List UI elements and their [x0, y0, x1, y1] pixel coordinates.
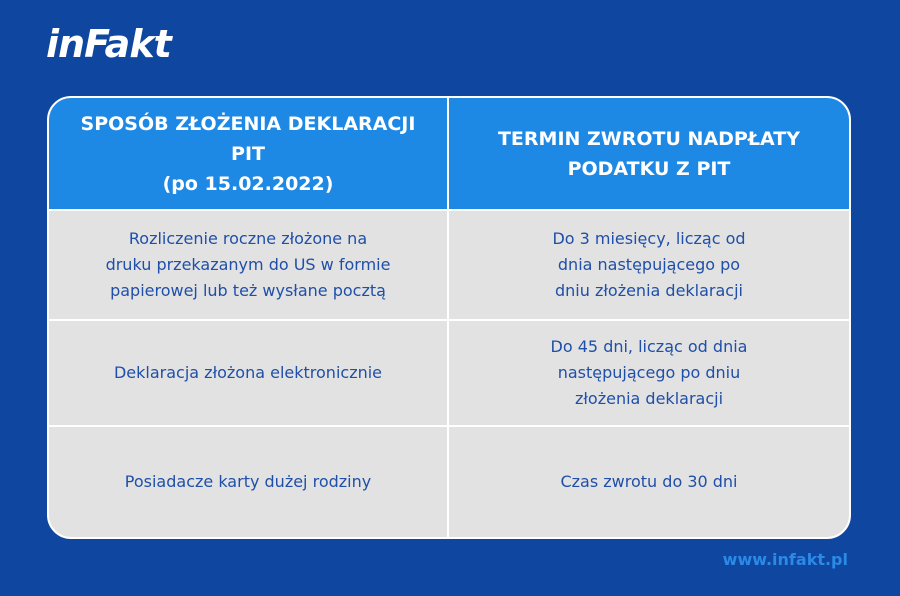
refund-deadline-cell: Do 3 miesięcy, licząc od dnia następującego po dniu złożenia deklaracji: [552, 229, 746, 300]
filing-method-cell: Posiadacze karty dużej rodziny: [49, 427, 449, 537]
header-filing-method: SPOSÓB ZŁOŻENIA DEKLARACJI PIT (po 15.02.2022): [49, 98, 449, 209]
filing-method-cell: Rozliczenie roczne złożone na druku przekazanym do US w formie papierowej lub też wysłane pocztą: [49, 211, 449, 319]
pit-refund-table: [47, 96, 851, 539]
website-link[interactable]: www.infakt.pl: [722, 550, 848, 569]
filing-method-cell: Deklaracja złożona elektronicznie: [49, 321, 449, 425]
table-row: [49, 427, 849, 537]
table-row: [49, 321, 849, 427]
refund-deadline-cell: Czas zwrotu do 30 dni: [560, 472, 738, 491]
table-header-row: [49, 98, 849, 211]
refund-deadline-cell: Do 45 dni, licząc od dnia następującego po dniu złożenia deklaracji: [550, 337, 748, 408]
header-refund-deadline: TERMIN ZWROTU NADPŁATY PODATKU Z PIT: [449, 98, 849, 209]
table-row: [49, 211, 849, 321]
infakt-logo: inFakt: [46, 22, 171, 66]
